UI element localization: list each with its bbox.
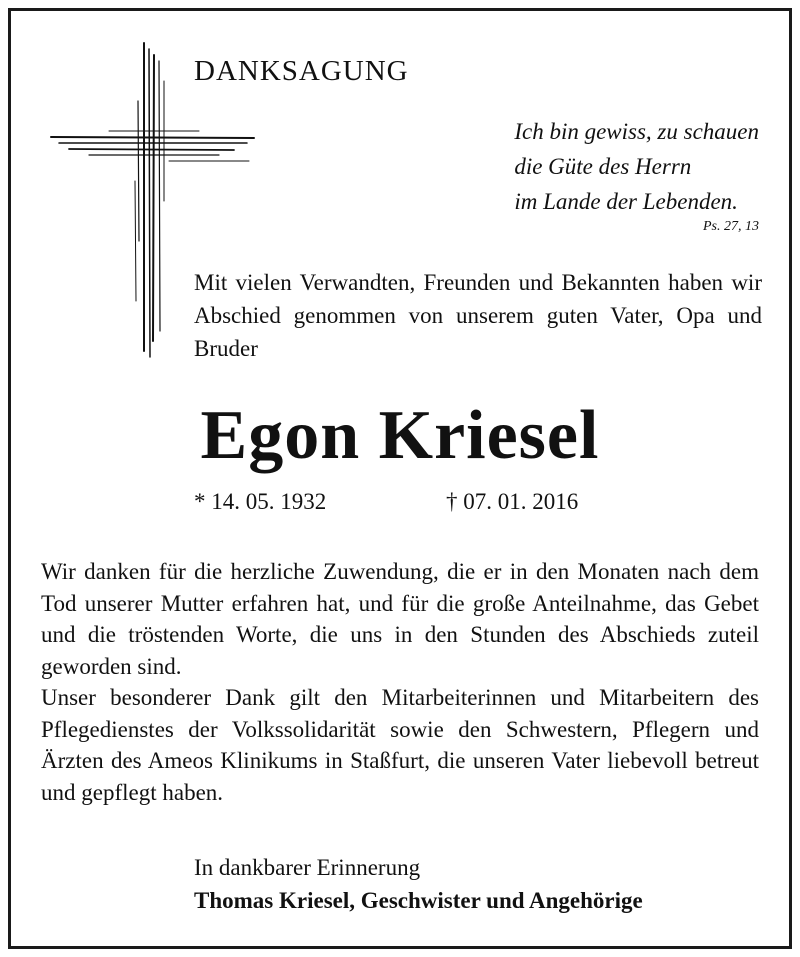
thanks-paragraph: Wir danken für die herzliche Zuwendung, die er in den Monaten nach dem Tod unserer Mutter erfahren hat, und für die große Anteilnahme, das Gebet und die tröstenden Worte, die uns in den Stunden des Abschieds zuteil geworden sind. [41,559,759,679]
obituary-notice [8,8,792,949]
verse-reference: Ps. 27, 13 [703,219,759,234]
signers: Thomas Kriesel, Geschwister und Angehörige [194,888,643,913]
notice-heading: DANKSAGUNG [194,55,409,87]
intro-text [194,266,762,365]
bible-verse [514,114,759,219]
verse-line: die Güte des Herrn [514,154,692,179]
birth-date: * 14. 05. 1932 [194,489,327,514]
verse-line: Ich bin gewiss, zu schauen [514,119,759,144]
deceased-name: Egon Kriesel [200,397,600,474]
thanks-text [41,556,759,808]
thanks-paragraph: Unser besonderer Dank gilt den Mitarbeiterinnen und Mitarbeitern des Pflegedienstes der Volkssolidarität sowie den Schwestern, Pflegern und Ärzten des Ameos Klinikums in Staßfurt, die unseren Vater liebevoll betreut und gepflegt haben. [41,685,759,805]
closing-block [194,851,643,917]
verse-line: im Lande der Lebenden. [514,189,738,214]
intro-paragraph: Mit vielen Verwandten, Freunden und Bekannten haben wir Abschied genommen von unserem guten Vater, Opa und Bruder [194,270,762,361]
death-date: † 07. 01. 2016 [446,489,579,514]
closing-line: In dankbarer Erinnerung [194,855,421,880]
